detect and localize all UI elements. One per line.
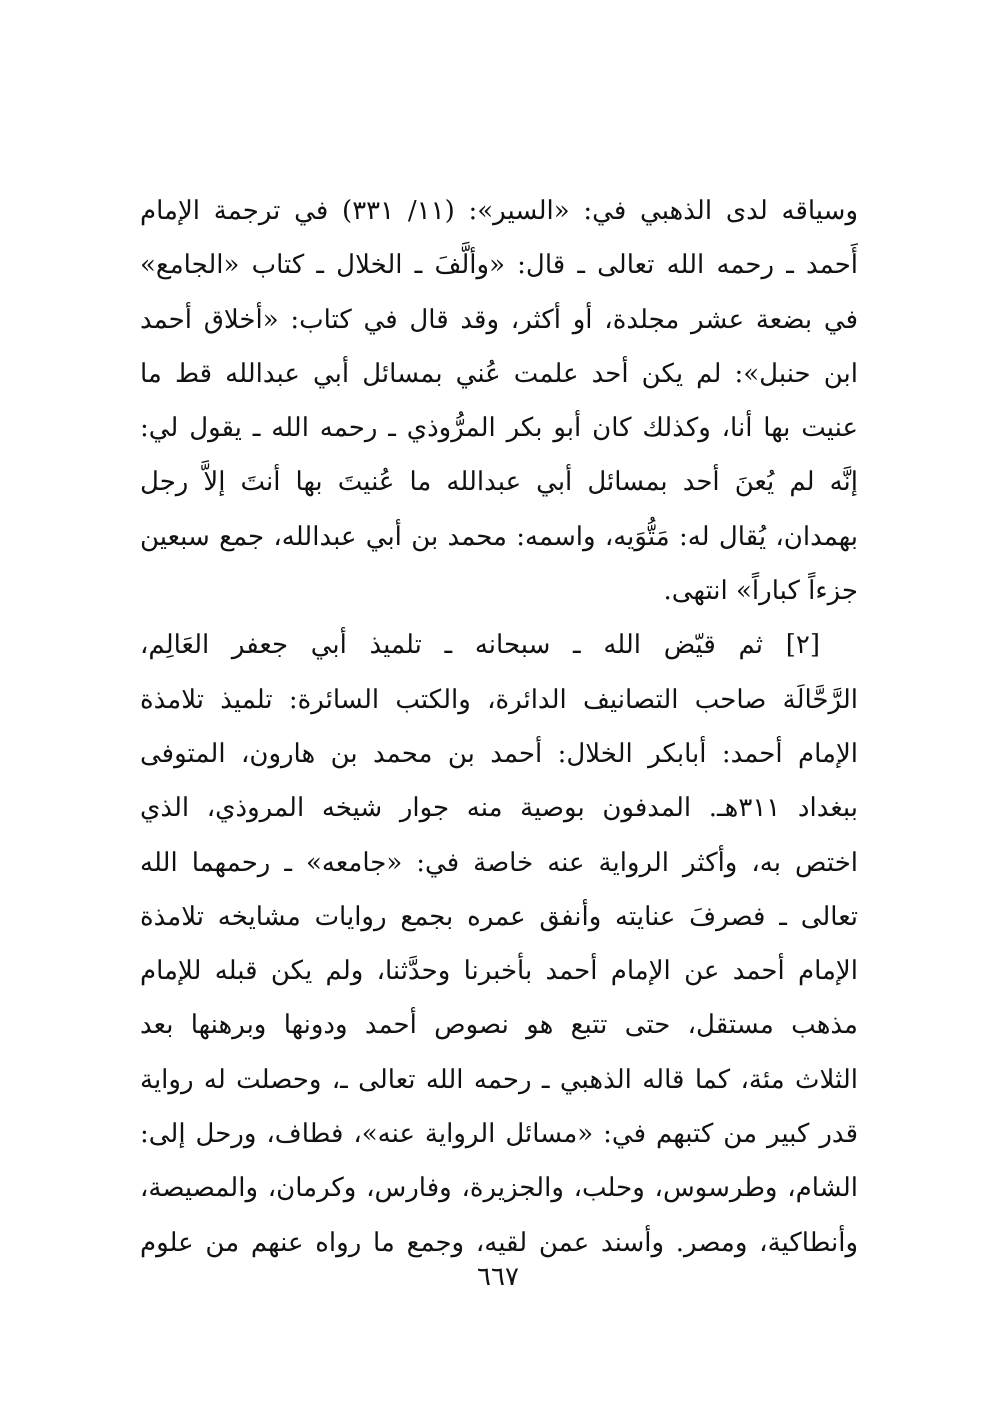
paragraph-start-line: [٢] ثم قيّض الله ـ سبحانه ـ تلميذ أبي جعفر العَالِم،	[140, 630, 820, 661]
text-line: وأنطاكية، ومصر. وأسند عمن لقيه، وجمع ما رواه عنهم من علوم	[140, 1227, 858, 1258]
text-line: قدر كبير من كتبهم في: «مسائل الرواية عنه»، فطاف، ورحل إلى:	[140, 1119, 858, 1150]
text-line: ببغداد ٣١١هـ. المدفون بوصية منه جوار شيخه المروذي، الذي	[140, 793, 858, 824]
text-line: وسياقه لدى الذهبي في: «السير»: (١١/ ٣٣١) في ترجمة الإمام	[140, 196, 858, 226]
body-text	[140, 184, 858, 1270]
text-line: بهمدان، يُقال له: مَتُّوَيه، واسمه: محمد بن أبي عبدالله، جمع سبعين	[140, 521, 858, 552]
text-line: الثلاث مئة، كما قاله الذهبي ـ رحمه الله تعالى ـ، وحصلت له رواية	[140, 1064, 858, 1095]
paragraph-end-line: جزءاً كباراً» انتهى.	[663, 576, 858, 607]
text-line: الإمام أحمد عن الإمام أحمد بأخبرنا وحدَّثنا، ولم يكن قبله للإمام	[140, 956, 858, 987]
text-line: الرَّحَّالَة صاحب التصانيف الدائرة، والكتب السائرة: تلميذ تلامذة	[140, 684, 858, 715]
text-line: تعالى ـ فصرفَ عنايته وأنفق عمره بجمع روايات مشايخه تلامذة	[140, 901, 858, 932]
text-line: ابن حنبل»: لم يكن أحد علمت عُني بمسائل أبي عبدالله قط ما	[140, 358, 858, 389]
text-line: إنَّه لم يُعنَ أحد بمسائل أبي عبدالله ما عُنيتَ بها أنتَ إلاَّ رجل	[140, 467, 858, 498]
text-line: مذهب مستقل، حتى تتبع هو نصوص أحمد ودونها وبرهنها بعد	[140, 1010, 858, 1041]
page-number: ٦٦٧	[477, 1262, 519, 1292]
text-line: أَحمد ـ رحمه الله تعالى ـ قال: «وألَّفَ ـ الخلال ـ كتاب «الجامع»	[140, 250, 858, 281]
text-line: الشام، وطرسوس، وحلب، والجزيرة، وفارس، وكرمان، والمصيصة،	[140, 1173, 858, 1204]
text-line: الإمام أحمد: أبابكر الخلال: أحمد بن محمد بن هارون، المتوفى	[140, 738, 858, 769]
text-line: عنيت بها أنا، وكذلك كان أبو بكر المرُّوذي ـ رحمه الله ـ يقول لي:	[140, 413, 858, 444]
text-line: في بضعة عشر مجلدة، أو أكثر، وقد قال في كتاب: «أخلاق أحمد	[140, 304, 858, 335]
text-line: اختص به، وأكثر الرواية عنه خاصة في: «جامعه» ـ رحمهما الله	[140, 847, 858, 878]
